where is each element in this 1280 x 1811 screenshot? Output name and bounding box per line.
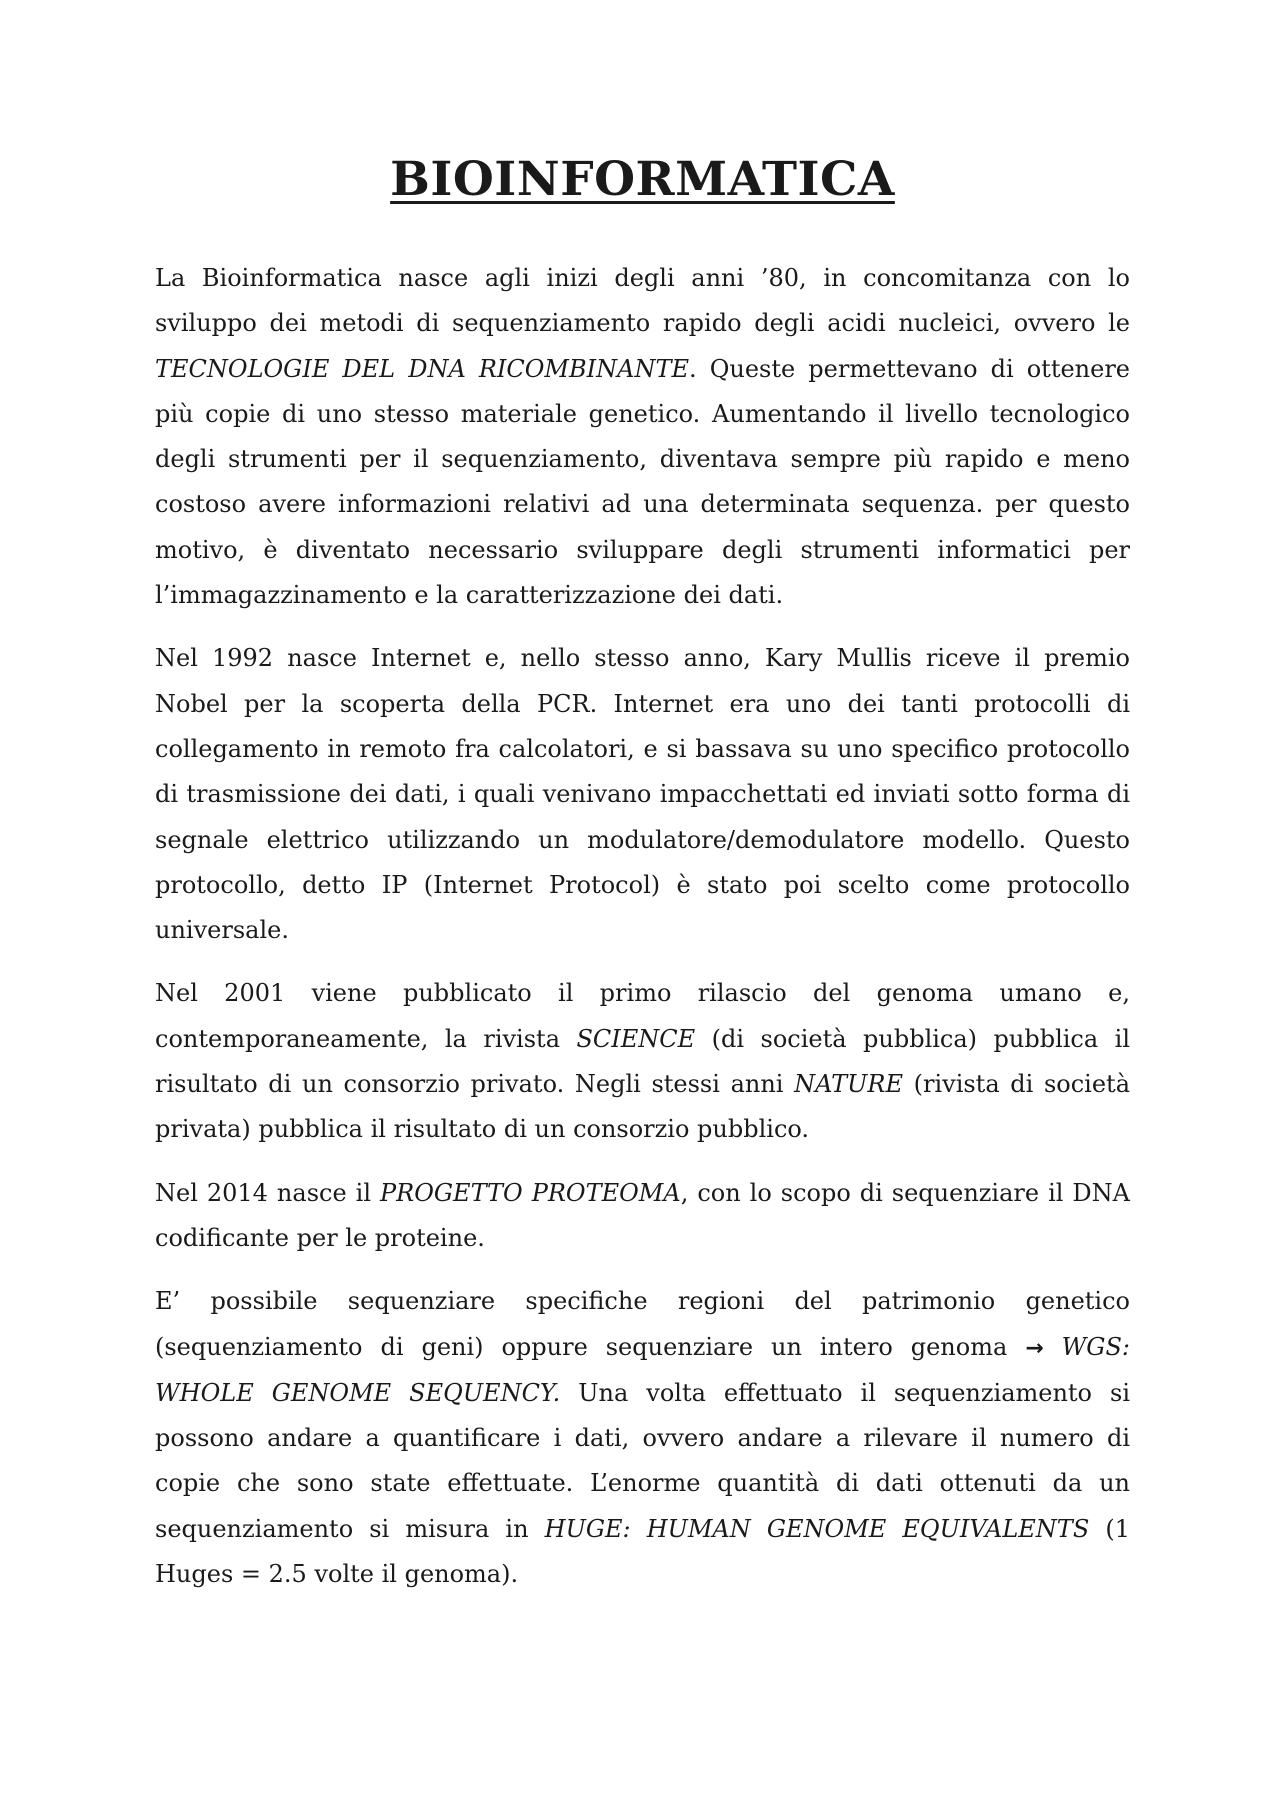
document-body <box>155 256 1130 1597</box>
page-title: BIOINFORMATICA <box>390 152 895 207</box>
emphasized-term: WGS: WHOLE GENOME SEQUENCY. <box>155 1332 1130 1407</box>
paragraph-text <box>1044 1333 1062 1361</box>
emphasized-term: PROGETTO PROTEOMA <box>379 1178 681 1207</box>
paragraph-text: Nel 1992 nasce Internet e, nello stesso anno, Kary Mullis riceve il premio Nobel per la scoperta della PCR. Internet era uno dei tanti protocolli di collegamento in remoto fra calcolatori, e si bassava su uno specifico protocollo di trasmissione dei dati, i quali venivano impacchettati ed inviati sotto forma di segnale elettrico utilizzando un modulatore/demodulatore modello. Questo protocollo, detto IP (Internet Protocol) è stato poi scelto come protocollo universale. <box>155 644 1130 945</box>
paragraph <box>155 1171 1130 1262</box>
document-page <box>155 150 1130 1615</box>
paragraph <box>155 971 1130 1152</box>
emphasized-term: NATURE <box>794 1070 903 1099</box>
emphasized-term: SCIENCE <box>576 1024 696 1053</box>
paragraph <box>155 256 1130 618</box>
arrow-right-icon: → <box>1025 1335 1044 1361</box>
paragraph <box>155 636 1130 953</box>
paragraph-text: Una volta effettuato il sequenziamento si possono andare a quantificare i dati, ovvero andare a rilevare il numero di copie che sono state effettuate. L’enorme quantità di dati ottenuti da un sequenziamento si misura in <box>155 1378 1130 1543</box>
paragraph-text: , con lo scopo di sequenziare il DNA codificante per le proteine. <box>155 1178 1130 1252</box>
paragraph-text: Nel 2014 nasce il <box>155 1178 380 1207</box>
paragraph-text: E’ possibile sequenziare specifiche regioni del patrimonio genetico (sequenziamento di geni) oppure sequenziare un intero genoma <box>155 1287 1130 1361</box>
paragraph-text: . Queste permettevano di ottenere più copie di uno stesso materiale genetico. Aumentando il livello tecnologico degli strumenti per il sequenziamento, diventava sempre più rapido e meno costoso avere informazioni relativi ad una determinata sequenza. per questo motivo, è diventato necessario sviluppare degli strumenti informatici per l’immagazzinamento e la caratterizzazione dei dati. <box>155 354 1131 610</box>
paragraph-text: La Bioinformatica nasce agli inizi degli anni ’80, in concomitanza con lo sviluppo dei metodi di sequenziamento rapido degli acidi nucleici, ovvero le <box>155 264 1130 338</box>
paragraph-text: (rivista di società privata) pubblica il risultato di un consorzio pubblico. <box>155 1070 1131 1144</box>
paragraph <box>155 1279 1130 1597</box>
emphasized-term: HUGE: HUMAN GENOME EQUIVALENTS <box>544 1514 1090 1543</box>
paragraph-text: (1 Huges = 2.5 volte il genoma). <box>155 1514 1130 1589</box>
paragraph-text: Nel 2001 viene pubblicato il primo rilascio del genoma umano e, contemporaneamente, la rivista <box>155 979 1130 1053</box>
paragraph-text: (di società pubblica) pubblica il risultato di un consorzio privato. Negli stessi anni <box>155 1024 1130 1099</box>
emphasized-term: TECNOLOGIE DEL DNA RICOMBINANTE <box>155 354 689 383</box>
